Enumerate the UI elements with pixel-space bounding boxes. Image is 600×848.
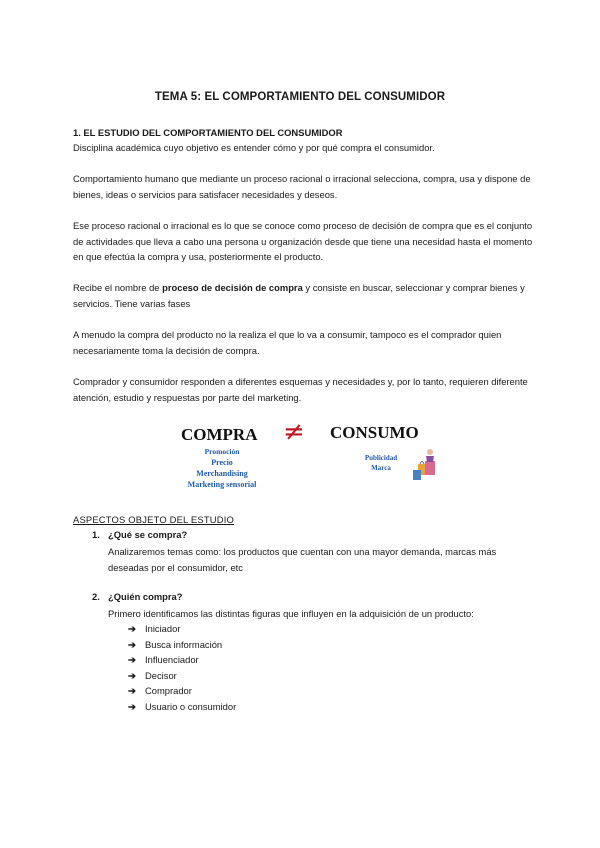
arrow-right-icon: ➔	[128, 638, 136, 650]
page-title: TEMA 5: EL COMPORTAMIENTO DEL CONSUMIDOR	[154, 91, 446, 103]
role-label: Influenciador	[145, 654, 199, 666]
question-who	[92, 591, 183, 602]
paragraph-decision-bold: proceso de decisión de compra	[162, 282, 303, 293]
shopping-bags-icon	[413, 449, 435, 480]
role-label: Decisor	[145, 669, 177, 681]
arrow-right-icon: ➔	[128, 623, 136, 634]
question-who-text: Primero identificamos las distintas figuras que influyen en la adquisición de un producto:	[108, 608, 474, 619]
list-item	[128, 683, 236, 699]
aspects-heading: ASPECTOS OBJETO DEL ESTUDIO	[73, 514, 234, 525]
role-label: Busca información	[145, 638, 223, 650]
question-number: 2.	[92, 591, 100, 602]
question-what	[92, 529, 187, 540]
figure-compra-title: COMPRA	[181, 425, 258, 444]
list-item	[128, 699, 236, 715]
arrow-right-icon: ➔	[128, 654, 136, 666]
question-label: ¿Qué se compra?	[108, 529, 188, 540]
figure-left-item: Merchandising	[196, 469, 248, 478]
figure-left-item: Marketing sensorial	[187, 480, 257, 489]
role-label: Comprador	[145, 685, 192, 697]
paragraph-buyer: A menudo la compra del producto no la realiza el que lo va a consumir, tampoco es el comprador quien necesariamente toma la decisión de compra.	[73, 329, 502, 356]
paragraph-behaviour: Comportamiento humano que mediante un proceso racional o irracional selecciona, compra, usa y dispone de bienes, ideas o servicios para satisfacer necesidades y deseos.	[73, 173, 531, 200]
paragraph-decision-part2: y consiste en buscar, seleccionar y comprar bienes y servicios. Tiene varias fases	[73, 282, 525, 309]
definition-line: Disciplina académica cuyo objetivo es entender cómo y por qué compra el consumidor.	[73, 142, 435, 153]
compra-consumo-figure	[167, 416, 439, 494]
paragraph-decision	[73, 280, 533, 311]
not-equal-icon: ≠	[283, 417, 305, 447]
figure-right-item: Marca	[371, 464, 391, 472]
figure-right-item: Publicidad	[364, 454, 398, 462]
question-what-text: Analizaremos temas como: los productos que cuentan con una mayor demanda, marcas más deseadas por el consumidor, etc	[108, 546, 497, 573]
figure-consumo-title: CONSUMO	[330, 423, 419, 442]
list-item	[128, 652, 236, 668]
figure-left-item: Promoción	[204, 447, 240, 456]
arrow-right-icon: ➔	[128, 700, 136, 712]
roles-list	[128, 621, 236, 715]
list-item	[128, 637, 236, 653]
paragraph-marketing: Comprador y consumidor responden a diferentes esquemas y necesidades y, por lo tanto, requieren diferente atención, estudio y respuestas por parte del marketing.	[73, 376, 528, 403]
question-number: 1.	[92, 529, 100, 540]
question-label: ¿Quién compra?	[108, 591, 183, 602]
role-label: Iniciador	[145, 623, 181, 634]
paragraph-decision-part1: Recibe el nombre de	[73, 282, 163, 293]
role-label: Usuario o consumidor	[145, 700, 237, 712]
arrow-right-icon: ➔	[128, 685, 136, 697]
arrow-right-icon: ➔	[128, 669, 136, 681]
paragraph-process: Ese proceso racional o irracional es lo que se conoce como proceso de decisión de compra que es el conjunto de actividades que lleva a cabo una persona u organización desde que tiene una necesidad hasta el momento en que efectúa la compra y usa, posteriormente el producto.	[73, 220, 533, 262]
figure-left-item: Precio	[211, 458, 233, 467]
section-heading: 1. EL ESTUDIO DEL COMPORTAMIENTO DEL CONSUMIDOR	[73, 127, 343, 138]
list-item	[128, 621, 236, 637]
list-item	[128, 668, 236, 684]
